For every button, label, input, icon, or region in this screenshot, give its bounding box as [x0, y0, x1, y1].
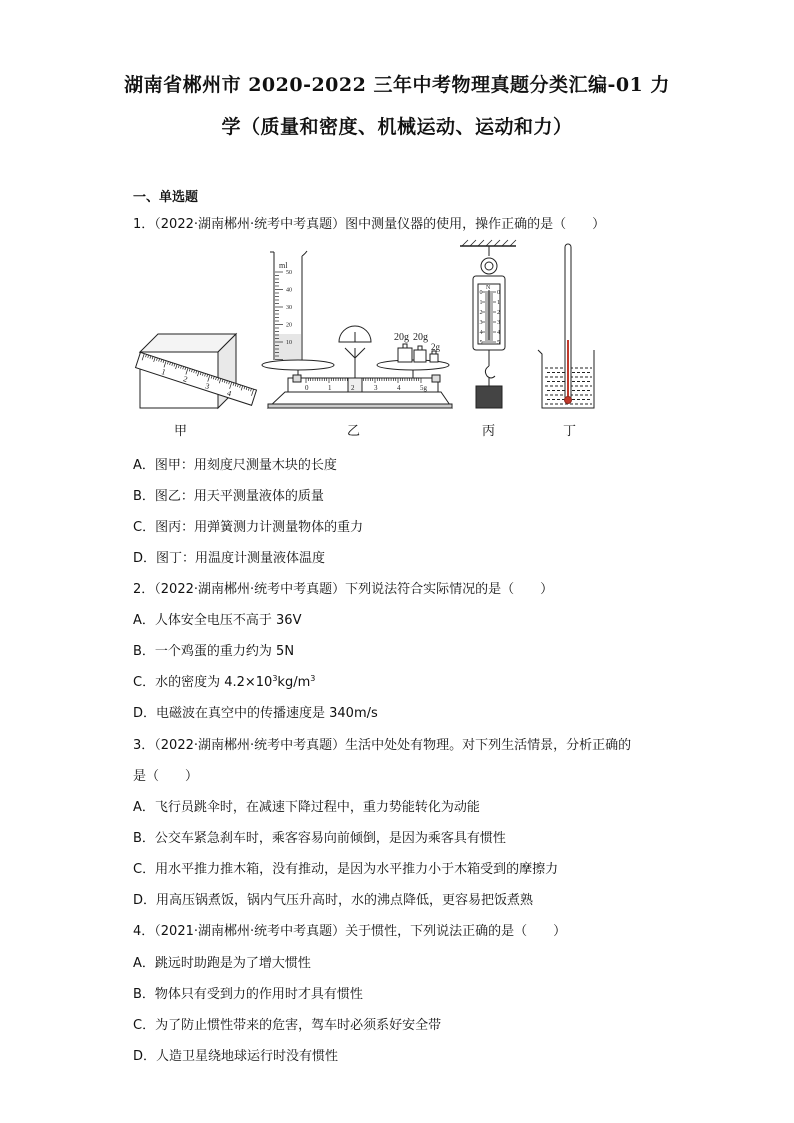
cylinder-tick-label: 50 [286, 270, 292, 276]
spring-scale-tick-label-right: 2 [497, 310, 500, 316]
question-4-option-d: D．人造卫星绕地球运行时没有惯性 [133, 1049, 339, 1064]
spring-scale-tick-label-right: 0 [497, 290, 500, 296]
spring-scale-tick-label-right: 1 [497, 300, 500, 306]
question-3-option-c: C．用水平推力推木箱，没有推动，是因为水平推力小于木箱受到的摩擦力 [133, 862, 559, 877]
spring-scale-tick-label-right: 3 [497, 320, 500, 326]
question-1-option-d: D．图丁：用温度计测量液体温度 [133, 551, 326, 566]
question-2-option-c: C．水的密度为 $4.2\times 10^3kg/m^3$ [133, 674, 316, 690]
question-1-stem: 1．（2022·湖南郴州·统考中考真题）图中测量仪器的使用，操作正确的是（ ） [133, 217, 606, 232]
cylinder-tick-label: 40 [286, 287, 292, 294]
ruler-tick-label: 4 [225, 388, 233, 399]
beam-tick-label: 5g [420, 384, 427, 392]
figure-label-bing: 丙 [482, 424, 496, 439]
ruler-tick-label: 2 [182, 374, 189, 384]
question-4-stem: 4．（2021·湖南郴州·统考中考真题）关于惯性，下列说法正确的是（ ） [133, 924, 567, 939]
beaker-thermometer [538, 244, 594, 408]
beam-tick-label: 2 [351, 384, 355, 392]
question-3-option-d: D．用高压锅煮饭，锅内气压升高时，水的沸点降低，更容易把饭煮熟 [133, 893, 534, 908]
question-3-stem-line-1: 3．（2022·湖南郴州·统考中考真题）生活中处处有物理。对下列生活情景，分析正确的 [133, 738, 632, 753]
question-4-option-c: C．为了防止惯性带来的危害，驾车时必须系好安全带 [133, 1018, 442, 1033]
cylinder-tick-label: 30 [286, 305, 292, 311]
question-2-option-b: B．一个鸡蛋的重力约为 5N [133, 644, 295, 659]
question-1-option-c: C．图丙：用弹簧测力计测量物体的重力 [133, 520, 364, 535]
question-3-option-b: B．公交车紧急刹车时，乘客容易向前倾倒，是因为乘客具有惯性 [133, 831, 506, 846]
question-2-stem: 2．（2022·湖南郴州·统考中考真题）下列说法符合实际情况的是（ ） [133, 582, 554, 597]
spring-scale-tick-label-left: 5 [479, 340, 483, 346]
question-1-option-a: A．图甲：用刻度尺测量木块的长度 [133, 458, 337, 473]
cylinder-unit: ml [279, 261, 288, 270]
spring-scale [460, 240, 516, 408]
ruler-tick-label: 1 [160, 367, 167, 377]
question-4-option-a: A．跳远时助跑是为了增大惯性 [133, 956, 311, 971]
spring-scale-unit: N [486, 285, 491, 291]
question-2-option-a: A．人体安全电压不高于 36V [133, 613, 302, 628]
weight-label-1: 20g [394, 332, 409, 343]
spring-scale-tick-label-left: 3 [479, 320, 483, 326]
spring-scale-tick-label-left: 0 [479, 290, 483, 296]
figure-label-ding: 丁 [563, 424, 577, 439]
question-3-stem-line-2: 是（ ） [133, 769, 199, 784]
spring-scale-tick-label-left: 2 [479, 310, 483, 316]
spring-scale-tick-label-right: 4 [497, 330, 500, 336]
beam-tick-label: 3 [374, 384, 378, 392]
cylinder-tick-label: 20 [286, 322, 292, 329]
spring-scale-tick-label-right: 5 [497, 340, 500, 346]
beam-tick-label: 1 [328, 384, 332, 392]
question-2-option-d: D．电磁波在真空中的传播速度是 340m/s [133, 706, 378, 721]
section-heading: 一、单选题 [133, 190, 199, 205]
question-3-option-a: A．飞行员跳伞时，在减速下降过程中，重力势能转化为动能 [133, 800, 480, 815]
ruler-tick-label: 3 [204, 381, 211, 392]
figure-label-jia: 甲 [174, 424, 188, 439]
weight-label-2: 20g [413, 332, 428, 343]
spring-scale-tick-label-left: 4 [479, 330, 483, 336]
question-1-option-b: B．图乙：用天平测量液体的质量 [133, 489, 324, 504]
spring-scale-tick-label-left: 1 [479, 300, 483, 306]
weight-label-3: 2g [431, 342, 440, 352]
figure-label-yi: 乙 [347, 424, 361, 439]
cylinder-tick-label: 10 [286, 340, 292, 346]
question-4-option-b: B．物体只有受到力的作用时才具有惯性 [133, 987, 363, 1002]
document-title-line-1: 湖南省郴州市 2020-2022 三年中考物理真题分类汇编-01 力 [124, 74, 670, 96]
beam-tick-label: 4 [397, 384, 401, 392]
document-title-line-2: 学（质量和密度、机械运动、运动和力） [221, 116, 573, 138]
beam-tick-label: 0 [305, 384, 309, 392]
